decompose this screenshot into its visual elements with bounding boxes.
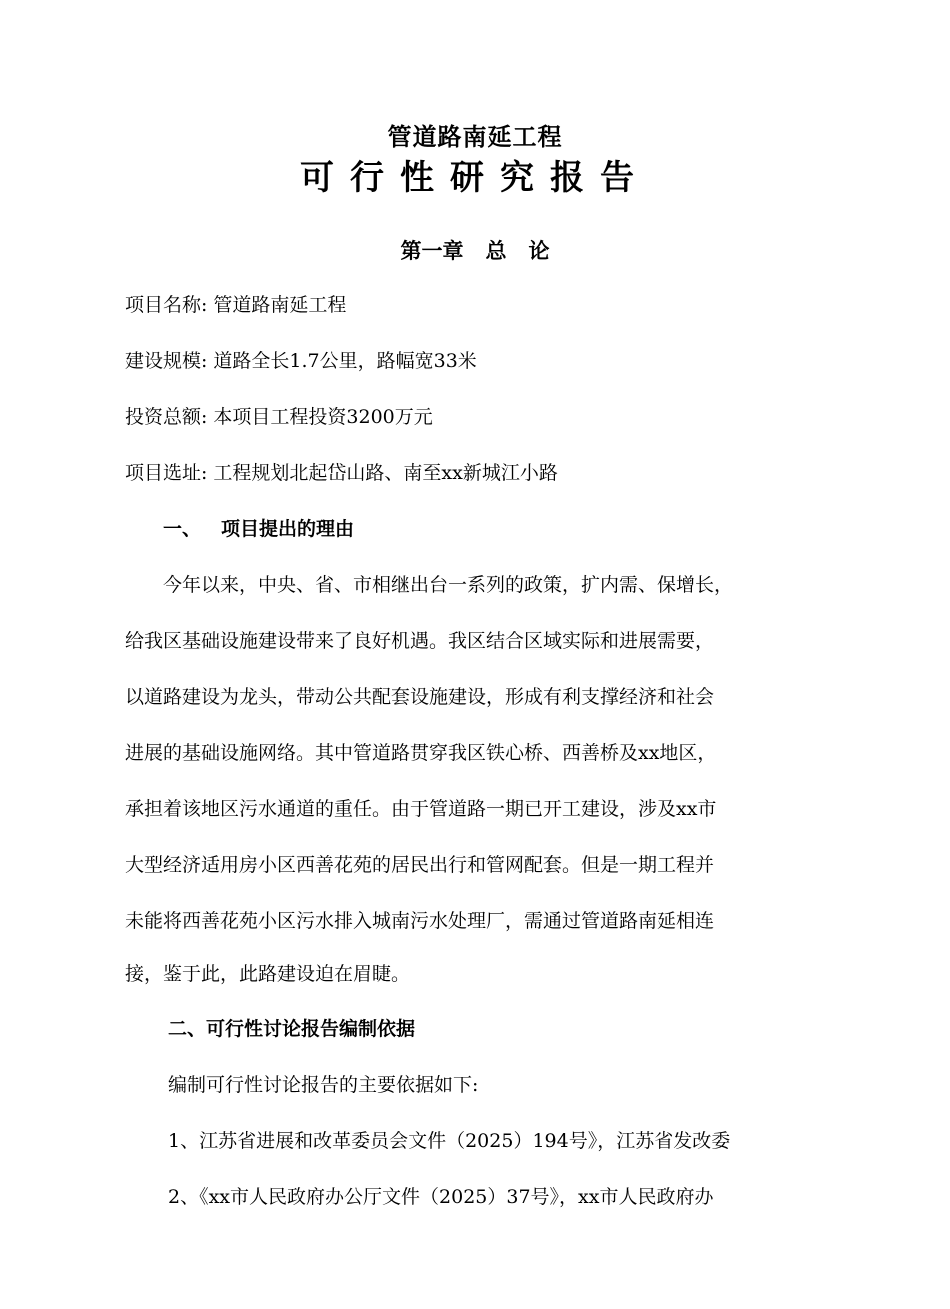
section1-heading [163, 520, 354, 539]
info-row-location [125, 464, 558, 483]
chapter-name-part1: 总 [485, 238, 507, 263]
info-label: 项目名称: [125, 294, 208, 316]
paragraph-line: 给我区基础设施建设带来了良好机遇。我区结合区域实际和进展需要， [125, 630, 715, 652]
info-row-project-name [125, 296, 346, 315]
info-value: 工程规划北起岱山路、南至xx新城江小路 [213, 462, 558, 484]
paragraph-line: 大型经济适用房小区西善花苑的居民出行和管网配套。但是一期工程并 [125, 854, 715, 876]
paragraph-line: 今年以来，中央、省、市相继出台一系列的政策，扩内需、保增长， [163, 574, 734, 596]
info-label: 投资总额: [125, 406, 208, 428]
info-label: 项目选址: [125, 462, 208, 484]
document-subtitle: 可行性研究报告 [300, 158, 650, 198]
info-value: 本项目工程投资3200万元 [213, 406, 433, 428]
section1-number: 一、 [163, 518, 202, 540]
paragraph-line: 承担着该地区污水通道的重任。由于管道路一期已开工建设，涉及xx市 [125, 798, 717, 820]
basis-item: 1、江苏省进展和改革委员会文件（2025）194号》，江苏省发改委 [168, 1130, 731, 1152]
document-title: 管道路南延工程 [387, 122, 563, 151]
paragraph-line: 以道路建设为龙头，带动公共配套设施建设，形成有利支撑经济和社会 [125, 686, 715, 708]
section2-intro: 编制可行性讨论报告的主要依据如下: [168, 1074, 479, 1096]
basis-item: 2、《xx市人民政府办公厅文件（2025）37号》，xx市人民政府办 [168, 1186, 714, 1208]
section1-title: 项目提出的理由 [221, 518, 355, 540]
info-value: 管道路南延工程 [213, 294, 347, 316]
info-row-investment [125, 408, 433, 427]
section2-heading: 二、可行性讨论报告编制依据 [168, 1018, 416, 1040]
chapter-heading [0, 235, 950, 265]
paragraph-line: 未能将西善花苑小区污水排入城南污水处理厂，需通过管道路南延相连 [125, 910, 715, 932]
chapter-number: 第一章 [400, 238, 464, 263]
chapter-name-part2: 论 [528, 238, 550, 263]
info-label: 建设规模: [125, 350, 208, 372]
info-row-scale [125, 352, 477, 371]
paragraph-line: 接，鉴于此，此路建设迫在眉睫。 [125, 963, 411, 985]
info-value: 道路全长1.7公里，路幅宽33米 [213, 350, 477, 372]
paragraph-line: 进展的基础设施网络。其中管道路贯穿我区铁心桥、西善桥及xx地区， [125, 742, 717, 764]
